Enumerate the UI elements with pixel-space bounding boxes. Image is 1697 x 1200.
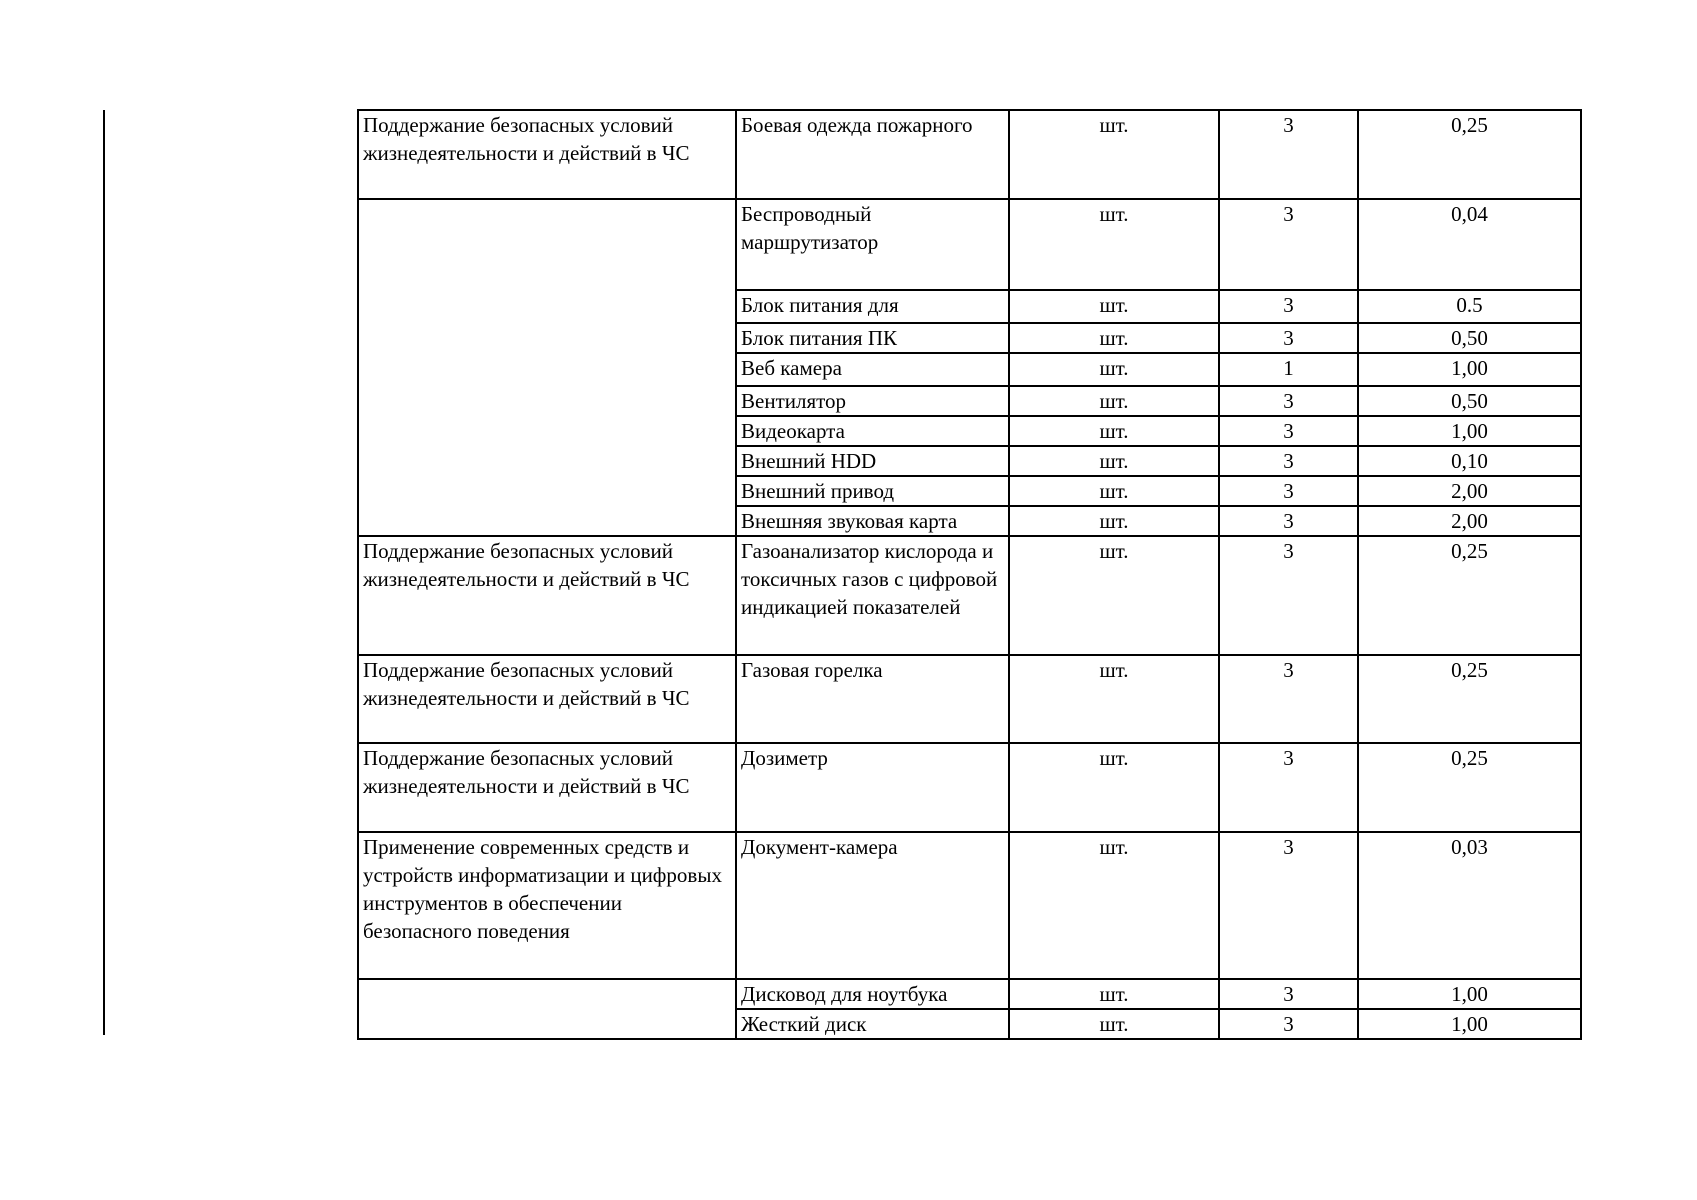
item-name-cell: Вентилятор	[736, 386, 1009, 416]
value-cell: 0,50	[1358, 386, 1581, 416]
unit-cell: шт.	[1009, 290, 1219, 323]
item-name-cell: Блок питания для	[736, 290, 1009, 323]
item-name-cell: Газовая горелка	[736, 655, 1009, 743]
quantity-cell: 3	[1219, 655, 1358, 743]
unit-cell: шт.	[1009, 1009, 1219, 1039]
item-name-cell: Документ-камера	[736, 832, 1009, 979]
item-name-cell: Внешний привод	[736, 476, 1009, 506]
item-name-cell: Веб камера	[736, 353, 1009, 386]
table-row	[358, 110, 1581, 199]
table-row	[358, 832, 1581, 979]
quantity-cell: 3	[1219, 506, 1358, 536]
quantity-cell: 1	[1219, 353, 1358, 386]
item-name-cell: Видеокарта	[736, 416, 1009, 446]
page-margin-line	[103, 110, 105, 1035]
value-cell: 0,25	[1358, 110, 1581, 199]
item-name-cell: Внешняя звуковая карта	[736, 506, 1009, 536]
quantity-cell: 3	[1219, 476, 1358, 506]
value-cell: 0.5	[1358, 290, 1581, 323]
item-name-cell: Дозиметр	[736, 743, 1009, 832]
quantity-cell: 3	[1219, 979, 1358, 1009]
activity-cell: Поддержание безопасных условий жизнедеятельности и действий в ЧС	[358, 536, 736, 655]
value-cell: 1,00	[1358, 979, 1581, 1009]
quantity-cell: 3	[1219, 446, 1358, 476]
quantity-cell: 3	[1219, 536, 1358, 655]
quantity-cell: 3	[1219, 110, 1358, 199]
quantity-cell: 3	[1219, 743, 1358, 832]
quantity-cell: 3	[1219, 1009, 1358, 1039]
quantity-cell: 3	[1219, 199, 1358, 290]
unit-cell: шт.	[1009, 536, 1219, 655]
unit-cell: шт.	[1009, 979, 1219, 1009]
unit-cell: шт.	[1009, 416, 1219, 446]
item-name-cell: Жесткий диск	[736, 1009, 1009, 1039]
quantity-cell: 3	[1219, 386, 1358, 416]
unit-cell: шт.	[1009, 743, 1219, 832]
activity-cell	[358, 199, 736, 536]
item-name-cell: Блок питания ПК	[736, 323, 1009, 353]
value-cell: 1,00	[1358, 353, 1581, 386]
quantity-cell: 3	[1219, 323, 1358, 353]
unit-cell: шт.	[1009, 506, 1219, 536]
quantity-cell: 3	[1219, 290, 1358, 323]
table-row	[358, 743, 1581, 832]
value-cell: 0,03	[1358, 832, 1581, 979]
item-name-cell: Беспроводный маршрутизатор	[736, 199, 1009, 290]
value-cell: 1,00	[1358, 1009, 1581, 1039]
table-row	[358, 655, 1581, 743]
unit-cell: шт.	[1009, 386, 1219, 416]
value-cell: 1,00	[1358, 416, 1581, 446]
value-cell: 2,00	[1358, 476, 1581, 506]
value-cell: 0,25	[1358, 655, 1581, 743]
unit-cell: шт.	[1009, 832, 1219, 979]
item-name-cell: Газоанализатор кислорода и токсичных газов с цифровой индикацией показателей	[736, 536, 1009, 655]
unit-cell: шт.	[1009, 446, 1219, 476]
quantity-cell: 3	[1219, 416, 1358, 446]
unit-cell: шт.	[1009, 323, 1219, 353]
value-cell: 0,10	[1358, 446, 1581, 476]
item-name-cell: Дисковод для ноутбука	[736, 979, 1009, 1009]
value-cell: 0,25	[1358, 536, 1581, 655]
activity-cell: Поддержание безопасных условий жизнедеятельности и действий в ЧС	[358, 655, 736, 743]
table-row	[358, 199, 1581, 290]
table-row	[358, 979, 1581, 1009]
unit-cell: шт.	[1009, 199, 1219, 290]
unit-cell: шт.	[1009, 353, 1219, 386]
unit-cell: шт.	[1009, 476, 1219, 506]
quantity-cell: 3	[1219, 832, 1358, 979]
value-cell: 2,00	[1358, 506, 1581, 536]
value-cell: 0,50	[1358, 323, 1581, 353]
item-name-cell: Боевая одежда пожарного	[736, 110, 1009, 199]
activity-cell: Применение современных средств и устройств информатизации и цифровых инструментов в обеспечении безопасного поведения	[358, 832, 736, 979]
value-cell: 0,25	[1358, 743, 1581, 832]
table-row	[358, 536, 1581, 655]
item-name-cell: Внешний HDD	[736, 446, 1009, 476]
activity-cell	[358, 979, 736, 1039]
activity-cell: Поддержание безопасных условий жизнедеятельности и действий в ЧС	[358, 743, 736, 832]
unit-cell: шт.	[1009, 655, 1219, 743]
activity-cell: Поддержание безопасных условий жизнедеятельности и действий в ЧС	[358, 110, 736, 199]
equipment-table	[357, 109, 1582, 1040]
value-cell: 0,04	[1358, 199, 1581, 290]
unit-cell: шт.	[1009, 110, 1219, 199]
